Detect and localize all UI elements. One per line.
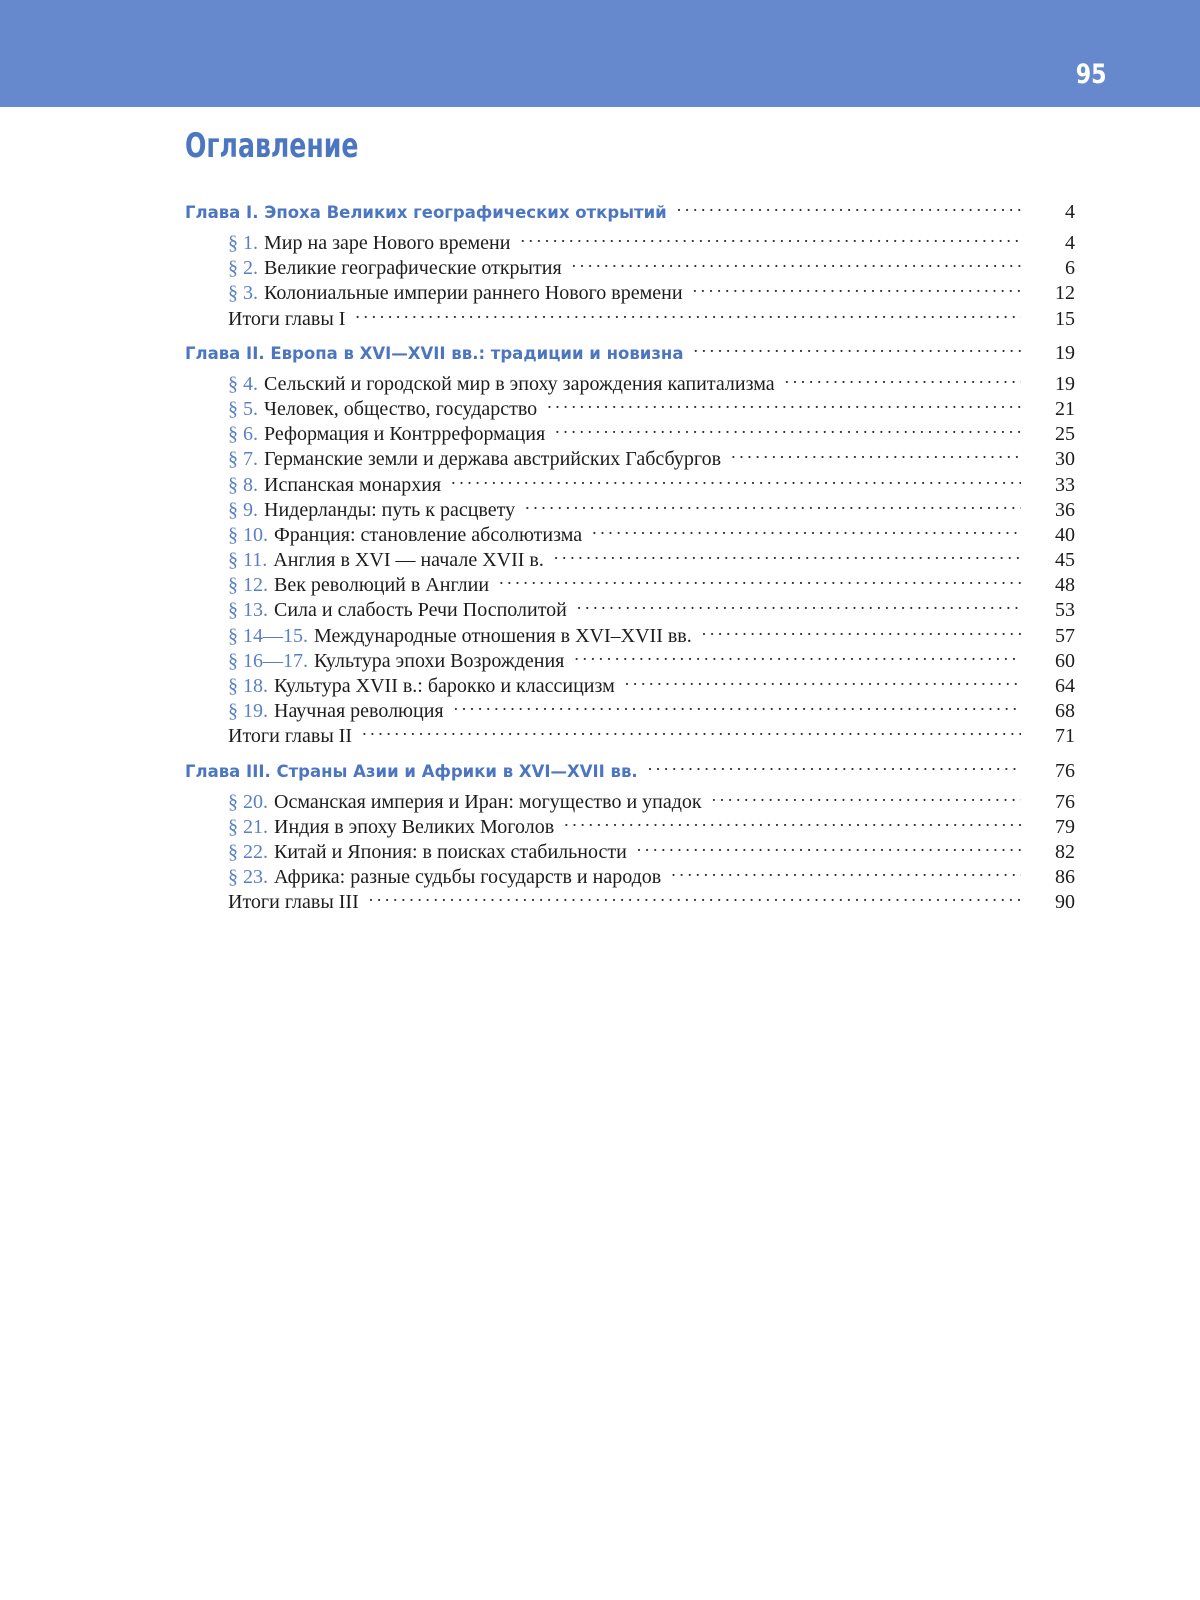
toc-entry-text — [228, 650, 564, 673]
toc-entry — [185, 254, 1075, 279]
dot-leader — [369, 888, 1021, 908]
section-page-number: 57 — [1055, 624, 1075, 647]
section-number: § 7. — [228, 448, 258, 471]
dot-leader — [555, 420, 1021, 440]
section-number: § 14—15. — [228, 624, 308, 647]
toc-entry-text — [228, 816, 554, 839]
section-number: § 11. — [228, 549, 268, 572]
section-page-number: 68 — [1055, 700, 1075, 723]
section-title: Китай и Япония: в поисках стабильности — [274, 840, 627, 863]
chapter-page-number: 19 — [1055, 341, 1075, 364]
toc-entry-text — [228, 282, 683, 305]
section-title: Сельский и городской мир в эпоху зарождения капитализма — [264, 372, 775, 395]
toc-entry — [185, 521, 1075, 546]
chapter-heading-row — [185, 339, 1075, 368]
dot-leader — [671, 863, 1021, 883]
section-title: Германские земли и держава австрийских Габсбургов — [264, 448, 722, 471]
dot-leader — [677, 198, 1021, 218]
toc-entry-text — [228, 841, 627, 864]
summary-page-number: 15 — [1055, 307, 1075, 330]
header-band — [0, 0, 1200, 107]
toc-entry — [185, 813, 1075, 838]
section-page-number: 6 — [1065, 257, 1075, 280]
toc-entry-text — [228, 791, 702, 814]
toc-entry-text — [228, 474, 441, 497]
toc-entry — [185, 445, 1075, 470]
toc-entry-text — [228, 574, 489, 597]
section-page-number: 40 — [1055, 523, 1075, 546]
dot-leader — [693, 279, 1021, 299]
toc-entry-text — [228, 675, 615, 698]
chapter-summary-title: Итоги главы II — [228, 725, 353, 748]
table-of-contents — [185, 198, 1075, 923]
section-title: Научная революция — [274, 700, 444, 723]
section-title: Культура эпохи Возрождения — [314, 649, 565, 672]
toc-entry-text — [228, 257, 562, 280]
section-title: Англия в XVI — начале XVII в. — [273, 549, 544, 572]
section-page-number: 36 — [1055, 498, 1075, 521]
section-number: § 3. — [228, 282, 258, 305]
section-number: § 19. — [228, 700, 268, 723]
section-title: Колониальные империи раннего Нового времени — [264, 282, 683, 305]
section-number: § 13. — [228, 599, 268, 622]
section-number: § 10. — [228, 523, 268, 546]
summary-page-number: 71 — [1055, 725, 1075, 748]
page-number: 95 — [1076, 59, 1107, 90]
section-number: § 21. — [228, 815, 268, 838]
toc-chapter — [185, 339, 1075, 748]
toc-entry-text — [228, 448, 721, 471]
section-number: § 5. — [228, 397, 258, 420]
dot-leader — [564, 813, 1021, 833]
section-title: Индия в эпоху Великих Моголов — [274, 815, 555, 838]
toc-chapter — [185, 198, 1075, 330]
section-page-number: 76 — [1055, 790, 1075, 813]
toc-entry — [185, 496, 1075, 521]
section-title: Мир на заре Нового времени — [264, 232, 511, 254]
section-title: Реформация и Контрреформация — [264, 423, 546, 446]
dot-leader — [355, 305, 1021, 325]
section-number: § 16—17. — [228, 649, 308, 672]
toc-entry — [185, 229, 1075, 254]
dot-leader — [712, 788, 1021, 808]
toc-entry — [185, 370, 1075, 395]
toc-entry — [185, 420, 1075, 445]
chapter-title: Глава III. Страны Азии и Африки в XVI—XVII вв. — [185, 761, 638, 781]
toc-entry-text — [228, 373, 775, 396]
toc-entry-text — [228, 599, 567, 622]
section-page-number: 12 — [1055, 282, 1075, 305]
toc-entry-text — [228, 499, 515, 522]
section-title: Франция: становление абсолютизма — [274, 523, 583, 546]
toc-entry — [185, 395, 1075, 420]
chapter-page-number: 76 — [1055, 759, 1075, 782]
toc-entry — [185, 571, 1075, 596]
dot-leader — [525, 496, 1021, 516]
toc-entry — [185, 279, 1075, 304]
toc-entry — [185, 647, 1075, 672]
section-title: Африка: разные судьбы государств и народов — [274, 866, 662, 889]
toc-entry-text — [228, 625, 692, 648]
section-title: Культура XVII в.: барокко и классицизм — [274, 675, 615, 697]
section-page-number: 82 — [1055, 840, 1075, 863]
toc-entry-text — [228, 232, 510, 255]
chapter-summary-row — [185, 305, 1075, 330]
dot-leader — [572, 254, 1021, 274]
dot-leader — [702, 622, 1021, 642]
toc-entry-text — [228, 398, 537, 421]
dot-leader — [554, 546, 1021, 566]
section-title: Испанская монархия — [264, 473, 442, 496]
toc-entry — [185, 471, 1075, 496]
chapter-heading-row — [185, 757, 1075, 786]
section-number: § 2. — [228, 257, 258, 280]
section-number: § 18. — [228, 675, 268, 697]
section-title: Нидерланды: путь к расцвету — [264, 498, 516, 521]
dot-leader — [693, 339, 1021, 359]
toc-chapter — [185, 757, 1075, 914]
section-number: § 23. — [228, 866, 268, 889]
dot-leader — [520, 229, 1021, 249]
section-page-number: 19 — [1055, 372, 1075, 395]
dot-leader — [499, 571, 1021, 591]
section-title: Век революций в Англии — [274, 574, 490, 597]
toc-entry — [185, 863, 1075, 888]
toc-entry — [185, 838, 1075, 863]
toc-entry-text — [228, 700, 444, 723]
section-number: § 22. — [228, 840, 268, 863]
summary-page-number: 90 — [1055, 891, 1075, 914]
chapter-summary-row — [185, 888, 1075, 913]
toc-entry — [185, 697, 1075, 722]
section-page-number: 86 — [1055, 866, 1075, 889]
section-page-number: 64 — [1055, 675, 1075, 697]
section-page-number: 45 — [1055, 549, 1075, 572]
dot-leader — [547, 395, 1021, 415]
section-title: Сила и слабость Речи Посполитой — [274, 599, 567, 622]
section-title: Человек, общество, государство — [264, 397, 538, 420]
section-number: § 20. — [228, 790, 268, 813]
chapter-page-number: 4 — [1065, 201, 1075, 223]
dot-leader — [577, 596, 1021, 616]
toc-entry — [185, 622, 1075, 647]
dot-leader — [362, 722, 1021, 742]
chapter-summary-row — [185, 722, 1075, 747]
dot-leader — [454, 697, 1021, 717]
section-title: Великие географические открытия — [264, 257, 562, 280]
section-page-number: 30 — [1055, 448, 1075, 471]
section-page-number: 48 — [1055, 574, 1075, 597]
section-page-number: 21 — [1055, 397, 1075, 420]
toc-entry-text — [228, 866, 661, 889]
dot-leader — [731, 445, 1021, 465]
section-title: Османская империя и Иран: могущество и упадок — [274, 790, 702, 813]
section-number: § 12. — [228, 574, 268, 597]
section-page-number: 60 — [1055, 649, 1075, 672]
section-page-number: 4 — [1065, 232, 1075, 254]
toc-entry — [185, 672, 1075, 697]
chapter-title: Глава II. Европа в XVI—XVII вв.: традиции и новизна — [185, 343, 684, 363]
dot-leader — [785, 370, 1021, 390]
chapter-summary-title: Итоги главы I — [228, 307, 346, 330]
section-number: § 1. — [228, 232, 258, 254]
dot-leader — [574, 647, 1021, 667]
toc-entry — [185, 546, 1075, 571]
chapter-summary-title: Итоги главы III — [228, 891, 359, 914]
chapter-heading-row — [185, 198, 1075, 227]
section-number: § 6. — [228, 423, 258, 446]
dot-leader — [592, 521, 1021, 541]
toc-entry — [185, 788, 1075, 813]
toc-entry-text — [228, 423, 545, 446]
section-title: Международные отношения в XVI–XVII вв. — [314, 624, 692, 647]
dot-leader — [637, 838, 1021, 858]
section-number: § 8. — [228, 473, 258, 496]
dot-leader — [451, 471, 1021, 491]
section-number: § 9. — [228, 498, 258, 521]
toc-entry — [185, 596, 1075, 621]
section-page-number: 25 — [1055, 423, 1075, 446]
section-page-number: 33 — [1055, 473, 1075, 496]
toc-title: Оглавление — [185, 126, 359, 166]
toc-entry-text — [228, 549, 544, 572]
chapter-title: Глава I. Эпоха Великих географических открытий — [185, 203, 667, 222]
toc-entry-text — [228, 524, 582, 547]
section-page-number: 53 — [1055, 599, 1075, 622]
dot-leader — [625, 672, 1021, 692]
dot-leader — [648, 757, 1021, 777]
section-number: § 4. — [228, 372, 258, 395]
section-page-number: 79 — [1055, 815, 1075, 838]
